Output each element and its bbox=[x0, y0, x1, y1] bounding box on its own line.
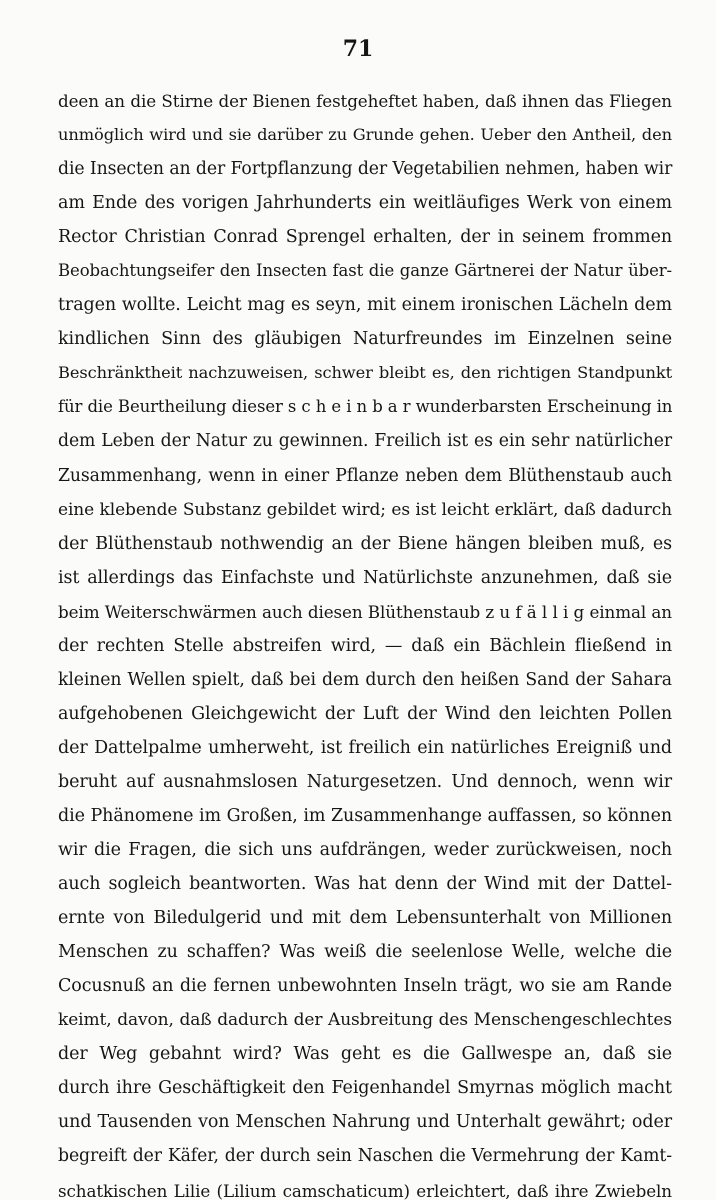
text-line: ist allerdings das Einfachste und Natürlichste anzunehmen, daß sie bbox=[58, 567, 672, 588]
text-line: aufgehobenen Gleichgewicht der Luft der Wind den leichten Pollen bbox=[58, 703, 672, 724]
text-line: Cocusnuß an die fernen unbewohnten Inseln trägt, wo sie am Rande bbox=[58, 976, 672, 997]
text-line: und Tausenden von Menschen Nahrung und Unterhalt gewährt; oder bbox=[58, 1112, 672, 1133]
text-line: Zusammenhang, wenn in einer Pflanze neben dem Blüthenstaub auch bbox=[58, 465, 672, 486]
text-line: unmöglich wird und sie darüber zu Grunde gehen. Ueber den Antheil, den bbox=[58, 125, 672, 145]
text-line: dem Leben der Natur zu gewinnen. Freilich ist es ein sehr natürlicher bbox=[58, 431, 672, 452]
text-line: durch ihre Geschäftigkeit den Feigenhandel Smyrnas möglich macht bbox=[58, 1078, 672, 1099]
text-line: wir die Fragen, die sich uns aufdrängen, weder zurückweisen, noch bbox=[58, 840, 672, 861]
text-line: Beobachtungseifer den Insecten fast die ganze Gärtnerei der Natur über- bbox=[58, 261, 672, 281]
text-line: auch sogleich beantworten. Was hat denn der Wind mit der Dattel- bbox=[58, 874, 672, 895]
text-line: beruht auf ausnahmslosen Naturgesetzen. Und dennoch, wenn wir bbox=[58, 771, 672, 792]
text-line: Rector Christian Conrad Sprengel erhalten, der in seinem frommen bbox=[58, 227, 672, 248]
text-line: die Insecten an der Fortpflanzung der Vegetabilien nehmen, haben wir bbox=[58, 159, 673, 180]
text-line: für die Beurtheilung dieser s c h e i n b a r wunderbarsten Erscheinung in bbox=[58, 397, 673, 417]
text-line: keimt, davon, daß dadurch der Ausbreitung des Menschengeschlechtes bbox=[58, 1010, 672, 1031]
body-text bbox=[58, 84, 672, 1200]
text-line: kleinen Wellen spielt, daß bei dem durch den heißen Sand der Sahara bbox=[58, 669, 672, 690]
text-line: eine klebende Substanz gebildet wird; es ist leicht erklärt, daß dadurch bbox=[58, 499, 672, 520]
text-line: begreift der Käfer, der durch sein Naschen die Vermehrung der Kamt- bbox=[58, 1146, 672, 1167]
text-line: am Ende des vorigen Jahrhunderts ein weitläufiges Werk von einem bbox=[58, 193, 672, 214]
text-line: der Blüthenstaub nothwendig an der Biene hängen bleiben muß, es bbox=[58, 533, 672, 554]
text-line: Menschen zu schaffen? Was weiß die seelenlose Welle, welche die bbox=[58, 942, 672, 963]
text-line: der rechten Stelle abstreifen wird, — daß ein Bächlein fließend in bbox=[58, 635, 672, 656]
text-line: die Phänomene im Großen, im Zusammenhange auffassen, so können bbox=[58, 805, 672, 826]
text-line: Beschränktheit nachzuweisen, schwer bleibt es, den richtigen Standpunkt bbox=[58, 363, 672, 383]
text-line: deen an die Stirne der Bienen festgeheftet haben, daß ihnen das Fliegen bbox=[58, 91, 672, 111]
text-line: schatkischen Lilie (Lilium camschaticum) erleichtert, daß ihre Zwiebeln bbox=[58, 1180, 672, 1200]
text-line: der Dattelpalme umherweht, ist freilich ein natürliches Ereigniß und bbox=[58, 737, 672, 758]
text-line: ernte von Biledulgerid und mit dem Lebensunterhalt von Millionen bbox=[58, 908, 672, 929]
text-line: beim Weiterschwärmen auch diesen Blüthenstaub z u f ä l l i g einmal an bbox=[58, 601, 672, 622]
page-number: 71 bbox=[342, 36, 374, 62]
text-line: tragen wollte. Leicht mag es seyn, mit einem ironischen Lächeln dem bbox=[58, 295, 672, 316]
text-line: der Weg gebahnt wird? Was geht es die Gallwespe an, daß sie bbox=[58, 1044, 672, 1065]
text-line: kindlichen Sinn des gläubigen Naturfreundes im Einzelnen seine bbox=[58, 329, 672, 350]
